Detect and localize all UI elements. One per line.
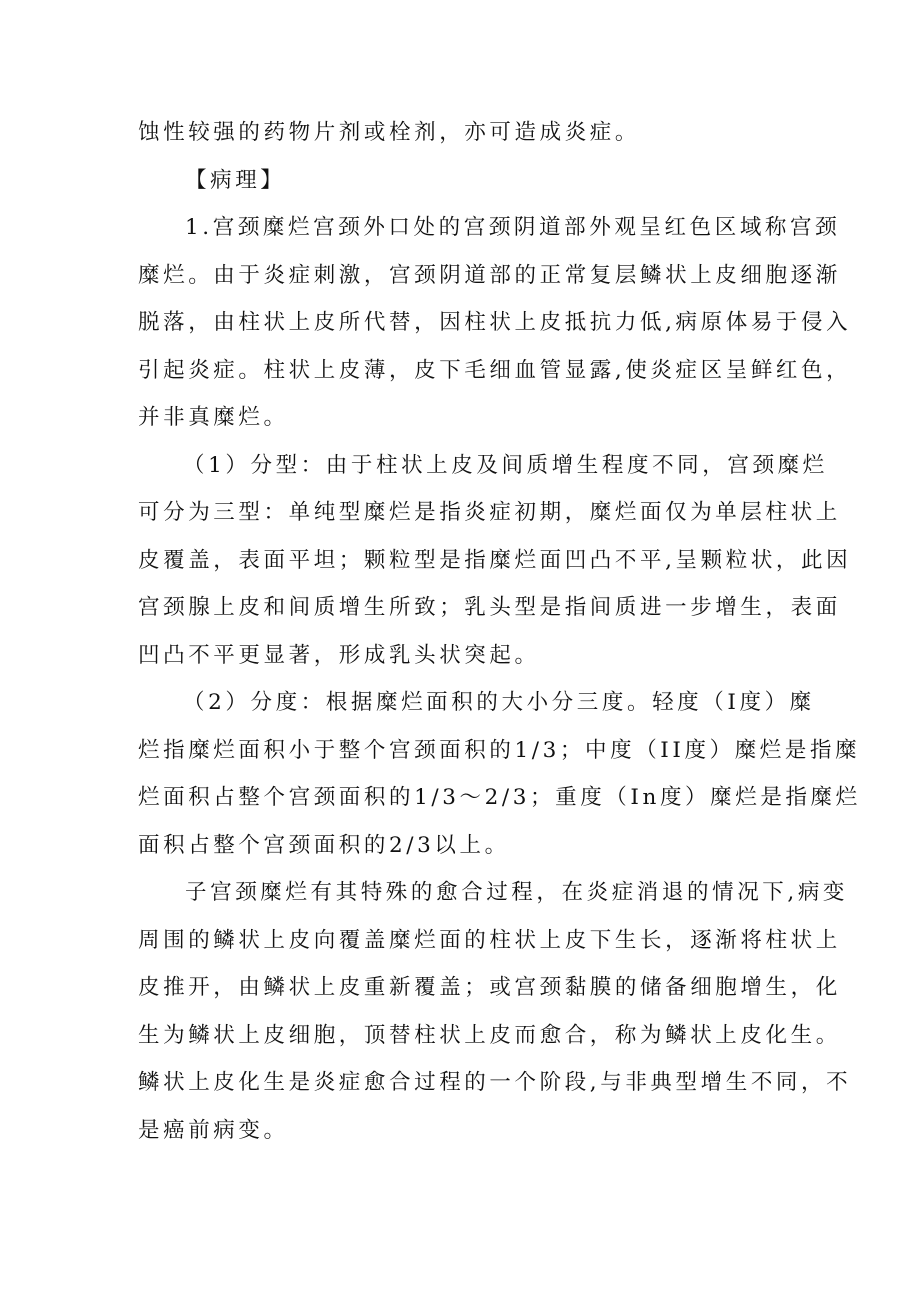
text-line-13: （2）分度：根据糜烂面积的大小分三度。轻度（I度）糜 (183, 690, 815, 715)
text-line-15: 烂面积占整个宫颈面积的1/3～2/3；重度（In度）糜烂是指糜烂 (138, 785, 861, 810)
text-line-7: 并非真糜烂。 (138, 405, 289, 430)
text-line-19: 皮推开，由鳞状上皮重新覆盖；或宫颈黏膜的储备细胞增生，化 (138, 975, 841, 1000)
text-line-21: 鳞状上皮化生是炎症愈合过程的一个阶段,与非典型增生不同，不 (138, 1070, 852, 1095)
text-line-22: 是癌前病变。 (138, 1118, 289, 1143)
text-line-1: 蚀性较强的药物片剂或栓剂，亦可造成炎症。 (138, 120, 641, 145)
text-line-10: 皮覆盖，表面平坦；颗粒型是指糜烂面凹凸不平,呈颗粒状，此因 (138, 548, 852, 573)
text-line-12: 凹凸不平更显著，形成乳头状突起。 (138, 643, 540, 668)
text-line-5: 脱落，由柱状上皮所代替，因柱状上皮抵抗力低,病原体易于侵入 (138, 310, 852, 335)
text-line-8: （1）分型：由于柱状上皮及间质增生程度不同，宫颈糜烂 (183, 453, 828, 478)
section-heading-pathology: 【病理】 (185, 168, 286, 193)
text-line-18: 周围的鳞状上皮向覆盖糜烂面的柱状上皮下生长，逐渐将柱状上 (138, 928, 841, 953)
text-line-6: 引起炎症。柱状上皮薄，皮下毛细血管显露,使炎症区呈鲜红色， (138, 358, 852, 383)
text-line-3: 1.宫颈糜烂宫颈外口处的宫颈阴道部外观呈红色区域称宫颈 (185, 215, 841, 240)
text-line-4: 糜烂。由于炎症刺激，宫颈阴道部的正常复层鳞状上皮细胞逐渐 (138, 263, 841, 288)
text-line-16: 面积占整个宫颈面积的2/3以上。 (138, 833, 510, 858)
text-line-20: 生为鳞状上皮细胞，顶替柱状上皮而愈合，称为鳞状上皮化生。 (138, 1023, 841, 1048)
text-line-17: 子宫颈糜烂有其特殊的愈合过程，在炎症消退的情况下,病变 (185, 880, 849, 905)
text-line-11: 宫颈腺上皮和间质增生所致；乳头型是指间质进一步增生，表面 (138, 595, 841, 620)
text-line-14: 烂指糜烂面积小于整个宫颈面积的1/3；中度（II度）糜烂是指糜 (138, 738, 861, 763)
text-line-9: 可分为三型：单纯型糜烂是指炎症初期，糜烂面仅为单层柱状上 (138, 500, 841, 525)
